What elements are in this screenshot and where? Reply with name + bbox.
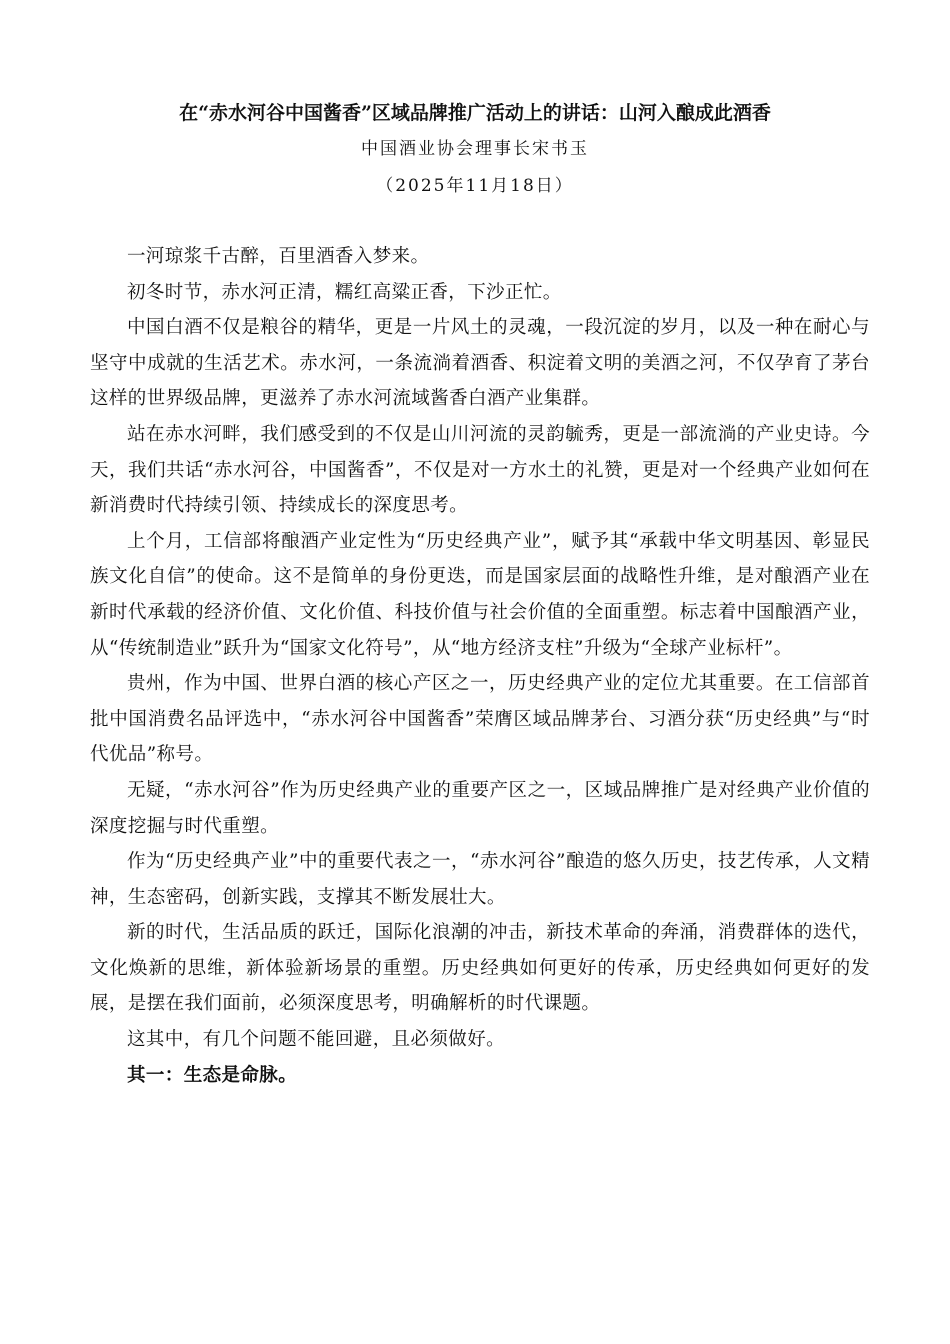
body-text bbox=[90, 239, 870, 1093]
paragraph: 作为“历史经典产业”中的重要代表之一，“赤水河谷”酿造的悠久历史，技艺传承，人文精神，生态密码，创新实践，支撑其不断发展壮大。 bbox=[90, 851, 870, 908]
author-line: 中国酒业协会理事长宋书玉 bbox=[361, 139, 589, 159]
document-title: 在“赤水河谷中国酱香”区域品牌推广活动上的讲话：山河入酿成此酒香 bbox=[179, 102, 771, 124]
paragraph: 上个月，工信部将酿酒产业定性为“历史经典产业”，赋予其“承载中华文明基因、彰显民族文化自信”的使命。这不是简单的身份更迭，而是国家层面的战略性升维，是对酿酒产业在新时代承载的经济价值、文化价值、科技价值与社会价值的全面重塑。标志着中国酿酒产业，从“传统制造业”跃升为“国家文化符号”，从“地方经济支柱”升级为“全球产业标杆”。 bbox=[90, 530, 870, 659]
paragraph: 站在赤水河畔，我们感受到的不仅是山川河流的灵韵毓秀，更是一部流淌的产业史诗。今天，我们共话“赤水河谷，中国酱香”，不仅是对一方水土的礼赞，更是对一个经典产业如何在新消费时代持续引领、持续成长的深度思考。 bbox=[90, 423, 870, 517]
paragraph: 贵州，作为中国、世界白酒的核心产区之一，历史经典产业的定位尤其重要。在工信部首批中国消费名品评选中，“赤水河谷中国酱香”荣膺区域品牌茅台、习酒分获“历史经典”与“时代优品”称号。 bbox=[90, 673, 870, 766]
paragraph: 初冬时节，赤水河正清，糯红高粱正香，下沙正忙。 bbox=[127, 281, 562, 303]
paragraph: 无疑，“赤水河谷”作为历史经典产业的重要产区之一，区域品牌推广是对经典产业价值的深度挖掘与时代重塑。 bbox=[90, 779, 870, 837]
paragraph: 中国白酒不仅是粮谷的精华，更是一片风土的灵魂，一段沉淀的岁月，以及一种在耐心与坚守中成就的生活艺术。赤水河，一条流淌着酒香、积淀着文明的美酒之河，不仅孕育了茅台这样的世界级品牌，更滋养了赤水河流域酱香白酒产业集群。 bbox=[90, 317, 870, 410]
section-heading: 其一：生态是命脉。 bbox=[127, 1064, 298, 1086]
date-line: （2025年11月18日） bbox=[376, 176, 574, 196]
paragraph: 新的时代，生活品质的跃迁，国际化浪潮的冲击，新技术革命的奔涌，消费群体的迭代，文化焕新的思维，新体验新场景的重塑。历史经典如何更好的传承，历史经典如何更好的发展，是摆在我们面前，必须深度思考，明确解析的时代课题。 bbox=[90, 922, 870, 1015]
paragraph: 一河琼浆千古醉，百里酒香入梦来。 bbox=[127, 246, 430, 267]
paragraph: 这其中，有几个问题不能回避，且必须做好。 bbox=[127, 1029, 506, 1051]
